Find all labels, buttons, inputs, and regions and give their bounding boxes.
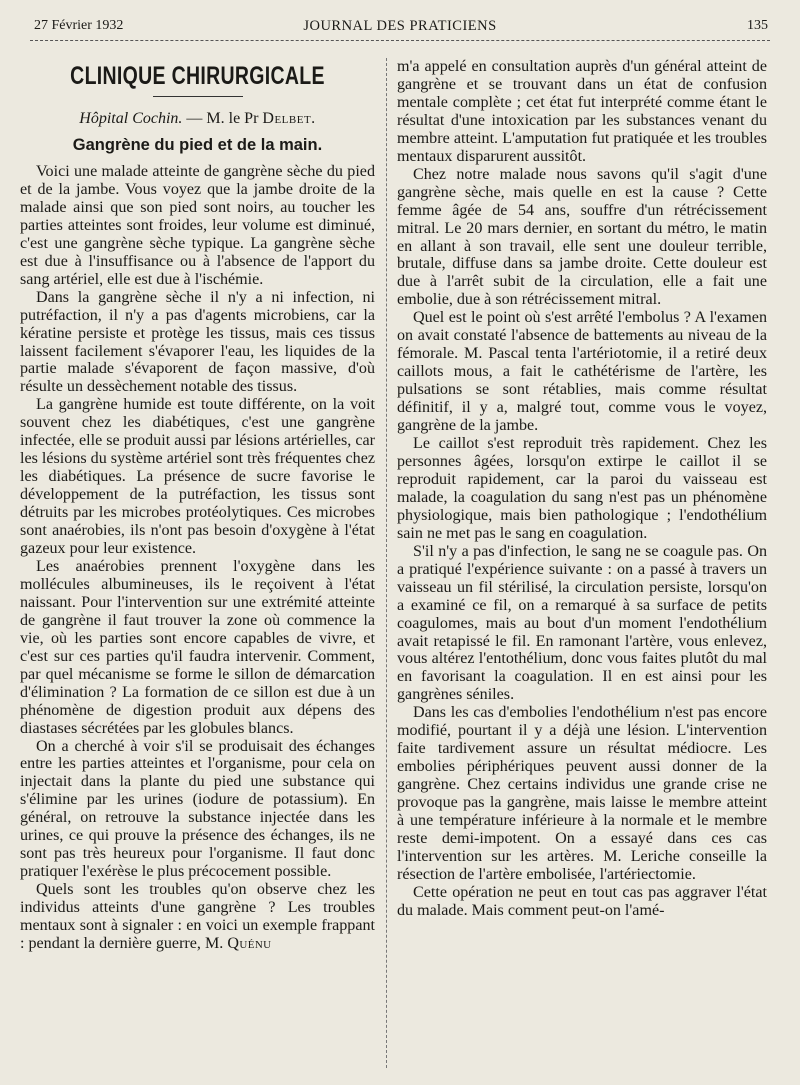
surgeon-name: Quénu [227,934,272,952]
section-title: CLINIQUE CHIRURGICALE [70,62,325,90]
doctor-prefix: M. le Pr [206,110,263,127]
right-paragraph-7: Cette opération ne peut en tout cas pas aggraver l'état du malade. Mais comment peut-on l'amé- [397,883,767,919]
hospital-line [20,109,375,129]
left-paragraph-3: La gangrène humide est toute différente, on la voit souvent chez les diabétiques, c'est une gangrène infectée, elle se produit aussi par lésions artérielles, car les lésions du système artériel sont très fréquentes chez les diabétiques. La présence de sucre favorise le développement de la putréfaction, les tissus sont détruits par les microbes protéolytiques. Ces microbes sont anaérobies, ils n'ont pas besoin d'oxygène à l'état gazeux pour leur existence. [20,396,375,558]
header-rule [30,40,770,41]
right-paragraph-3: Quel est le point où s'est arrêté l'embolus ? A l'examen on avait constaté l'absence de battements au niveau de la fémorale. M. Pascal tenta l'artériotomie, il a retiré deux caillots mous, a fait le cathétérisme de l'artère, les pulsations se sont rétablies, mais comme résultat définitif, il y a, malgré tout, comme vous le voyez, gangrène de la jambe. [397,309,767,435]
journal-title: JOURNAL DES PRATICIENS [303,18,497,34]
hospital-name: Hôpital Cochin. [79,110,183,127]
right-paragraph-6: Dans les cas d'embolies l'endothélium n'est pas encore modifié, pourtant il y a déjà une lésion. L'intervention faite tardivement assure un résultat médiocre. Les embolies périphériques peuvent aussi donner de la gangrène. Chez certains individus une grande crise ne provoque pas la gangrène, mais laisse le membre atteint à une température inférieure à la normale et le membre reste demi-impotent. On a essayé dans ces cas l'intervention sur les artères. M. Leriche conseille la résection de l'artère embolisée, l'artériectomie. [397,704,767,883]
right-column [397,58,767,920]
right-paragraph-4: Le caillot s'est reproduit très rapidement. Chez les personnes âgées, lorsqu'on extirpe le caillot il se reproduit rapidement, car la paroi du vaisseau est malade, la coagulation du sang n'est pas un phénomène physiologique, mais bien pathologique ; l'endothélium sain ne met pas le sang en coagulation. [397,435,767,542]
left-paragraph-2: Dans la gangrène sèche il n'y a ni infection, ni putréfaction, il n'y a pas d'agents microbiens, car la kératine persiste et protège les tissus, mais ces tissus laissent facilement s'évaporer l'eau, les liquides de la partie malade s'évaporent de façon massive, d'où résulte un dessèchement notable des tissus. [20,288,375,396]
running-header [0,14,800,38]
left-column [20,58,375,953]
column-divider [386,58,387,1068]
page-number: 135 [747,18,768,33]
issue-date: 27 Février 1932 [34,18,124,33]
left-paragraph-5: On a cherché à voir s'il se produisait des échanges entre les parties atteintes et l'organisme, pour cela on injectait dans la plante du pied une substance qui s'élimine par les urines (iodure de potassium). En général, on retrouve la substance injectée dans les urines, ce qui prouve la présence des échanges, ils ne sont pas très heureux pour l'organisme. Il faut donc pratiquer l'exérèse le plus précocement possible. [20,737,375,881]
doctor-name: Delbet. [262,110,316,127]
right-paragraph-5: S'il n'y a pas d'infection, le sang ne se coagule pas. On a pratiqué l'expérience suivante : on a passé à travers un vaisseau un fil stérilisé, la circulation persiste, lorsqu'on a examiné ce fil, on a remarqué à sa surface de petits coagulomes, mais au bout d'un moment l'endothélium avait retapissé le fil. En ramonant l'artère, vous enlevez, vous altérez l'entothélium, donc vous faites plutôt du mal en favorisant la coagulation. Il en est ainsi pour les gangrènes séniles. [397,542,767,704]
right-paragraph-2: Chez notre malade nous savons qu'il s'agit d'une gangrène sèche, mais quelle en est la cause ? Cette femme âgée de 54 ans, souffre d'un rétrécissement mitral. Le 20 mars dernier, en sortant du métro, le matin en allant à son travail, elle sent une douleur terrible, brutale, diffuse dans sa jambe droite. Cette douleur est due à l'arrêt subit de la circulation, elle a fait une embolie, due à son rétrécissement mitral. [397,165,767,309]
right-paragraph-1: m'a appelé en consultation auprès d'un général atteint de gangrène et se trouvant dans un état de confusion mentale complète ; cet état fut interprété comme étant le résultat d'une intoxication par les substances venant du membre atteint. L'amputation fut pratiquée et les troubles mentaux disparurent aussitôt. [397,58,767,165]
left-paragraph-1: Voici une malade atteinte de gangrène sèche du pied et de la jambe. Vous voyez que la jambe droite de la malade ainsi que son pied sont noirs, au toucher les parties atteintes sont froides, leur volume est diminué, c'est une gangrène sèche typique. La gangrène sèche est due à l'insuffisance ou à l'absence de l'apport du sang artériel, elle est due à l'ischémie. [20,163,375,288]
title-rule [153,96,243,97]
left-paragraph-4: Les anaérobies prennent l'oxygène dans les mollécules albumineuses, ils le reçoivent à l'état naissant. Pour l'intervention sur une extrémité atteinte de gangrène il faut trouver la zone où commence la vie, où les parties sont encore capables de vivre, et c'est sur ces parties qu'il faudra intervenir. Comment, par quel mécanisme se forme le sillon de démarcation d'élimination ? La formation de ce sillon est due à un phénomène de digestion produit aux dépens des diastases sécrétées par les globules blancs. [20,557,375,737]
article-subtitle: Gangrène du pied et de la main. [72,136,323,154]
left-paragraph-6 [20,881,375,953]
left-paragraph-6-text: Quels sont les troubles qu'on observe chez les individus atteints d'une gangrène ? Les troubles mentaux sont à signaler : en voici un exemple frappant : pendant la dernière guerre, M. [20,881,375,952]
hospital-separator: — [182,110,207,127]
